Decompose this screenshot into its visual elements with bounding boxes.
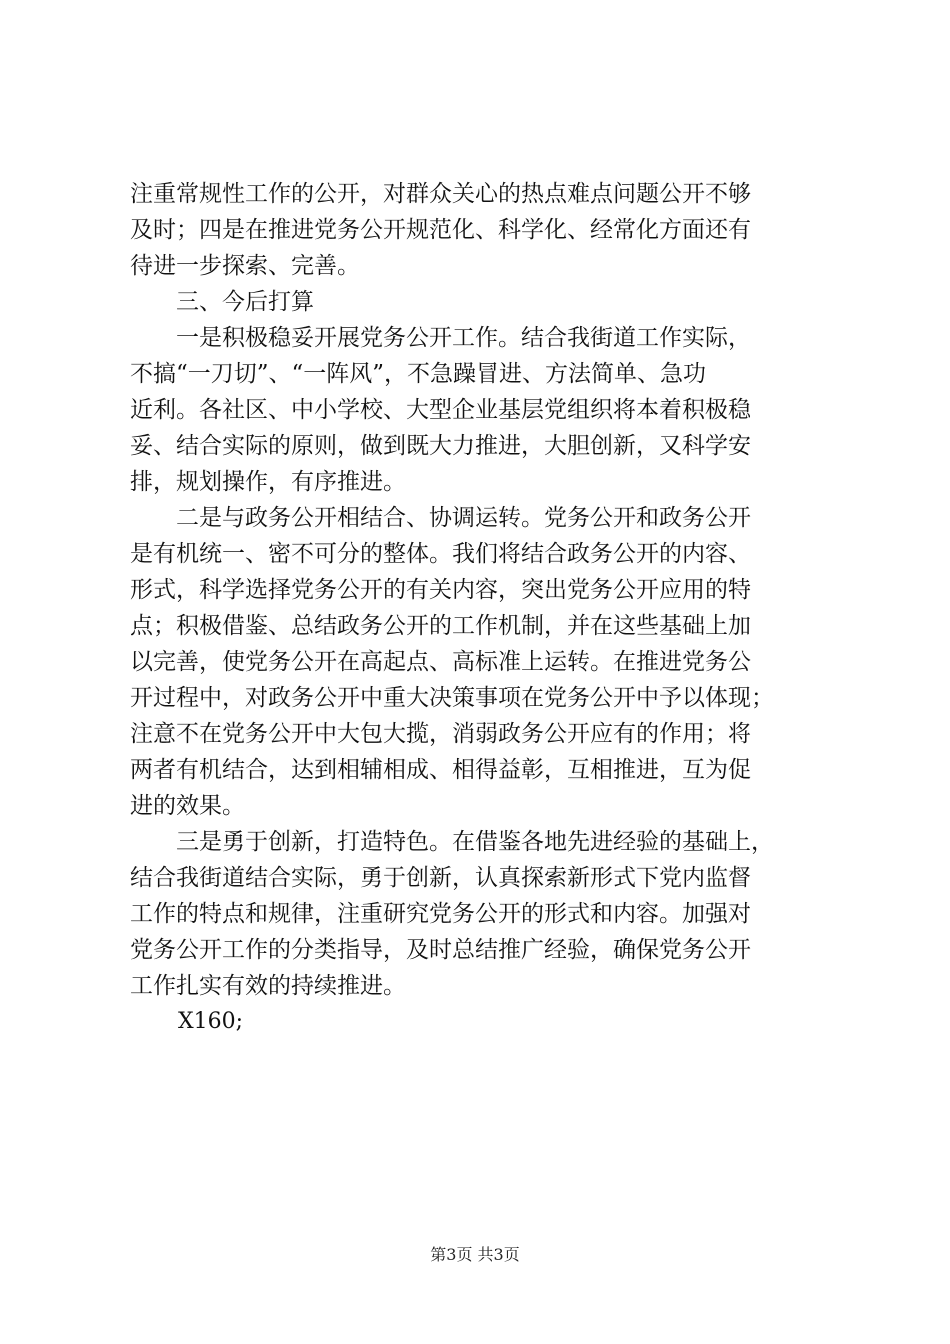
text-line: 开过程中，对政务公开中重大决策事项在党务公开中予以体现； bbox=[130, 685, 774, 711]
text-line: 党务公开工作的分类指导，及时总结推广经验，确保党务公开 bbox=[130, 937, 751, 963]
text-line: 妥、结合实际的原则，做到既大力推进，大胆创新，又科学安 bbox=[130, 433, 751, 459]
text-line: 及时；四是在推进党务公开规范化、科学化、经常化方面还有 bbox=[130, 217, 751, 243]
section-heading: 三、今后打算 bbox=[176, 289, 314, 315]
text-line: 以完善，使党务公开在高起点、高标准上运转。在推进党务公 bbox=[130, 649, 751, 675]
text-line: X160; bbox=[178, 1009, 244, 1034]
text-line: 注重常规性工作的公开，对群众关心的热点难点问题公开不够 bbox=[130, 181, 751, 207]
document-body bbox=[130, 176, 830, 1040]
text-line: 进的效果。 bbox=[130, 793, 245, 819]
text-line: 一是积极稳妥开展党务公开工作。结合我街道工作实际， bbox=[176, 325, 751, 351]
text-line: 待进一步探索、完善。 bbox=[130, 253, 360, 279]
text-line: 三是勇于创新，打造特色。在借鉴各地先进经验的基础上， bbox=[176, 829, 774, 855]
text-line: 工作扎实有效的持续推进。 bbox=[130, 973, 406, 999]
page-number-label: 第3页 共3页 bbox=[430, 1245, 520, 1264]
text-line: 注意不在党务公开中大包大揽，消弱政务公开应有的作用；将 bbox=[130, 721, 751, 747]
text-line: 工作的特点和规律，注重研究党务公开的形式和内容。加强对 bbox=[130, 901, 751, 927]
text-line: 两者有机结合，达到相辅相成、相得益彰，互相推进，互为促 bbox=[130, 757, 751, 783]
text-line: 是有机统一、密不可分的整体。我们将结合政务公开的内容、 bbox=[130, 541, 751, 567]
page-footer bbox=[0, 1244, 950, 1266]
text-line: 形式，科学选择党务公开的有关内容，突出党务公开应用的特 bbox=[130, 577, 751, 603]
text-line: 不搞“一刀切”、“一阵风”，不急躁冒进、方法简单、急功 bbox=[130, 361, 707, 387]
text-line: 排，规划操作，有序推进。 bbox=[130, 469, 406, 495]
text-line: 近利。各社区、中小学校、大型企业基层党组织将本着积极稳 bbox=[130, 397, 751, 423]
text-line: 二是与政务公开相结合、协调运转。党务公开和政务公开 bbox=[176, 505, 751, 531]
text-line: 结合我街道结合实际，勇于创新，认真探索新形式下党内监督 bbox=[130, 865, 751, 891]
text-line: 点；积极借鉴、总结政务公开的工作机制，并在这些基础上加 bbox=[130, 613, 751, 639]
